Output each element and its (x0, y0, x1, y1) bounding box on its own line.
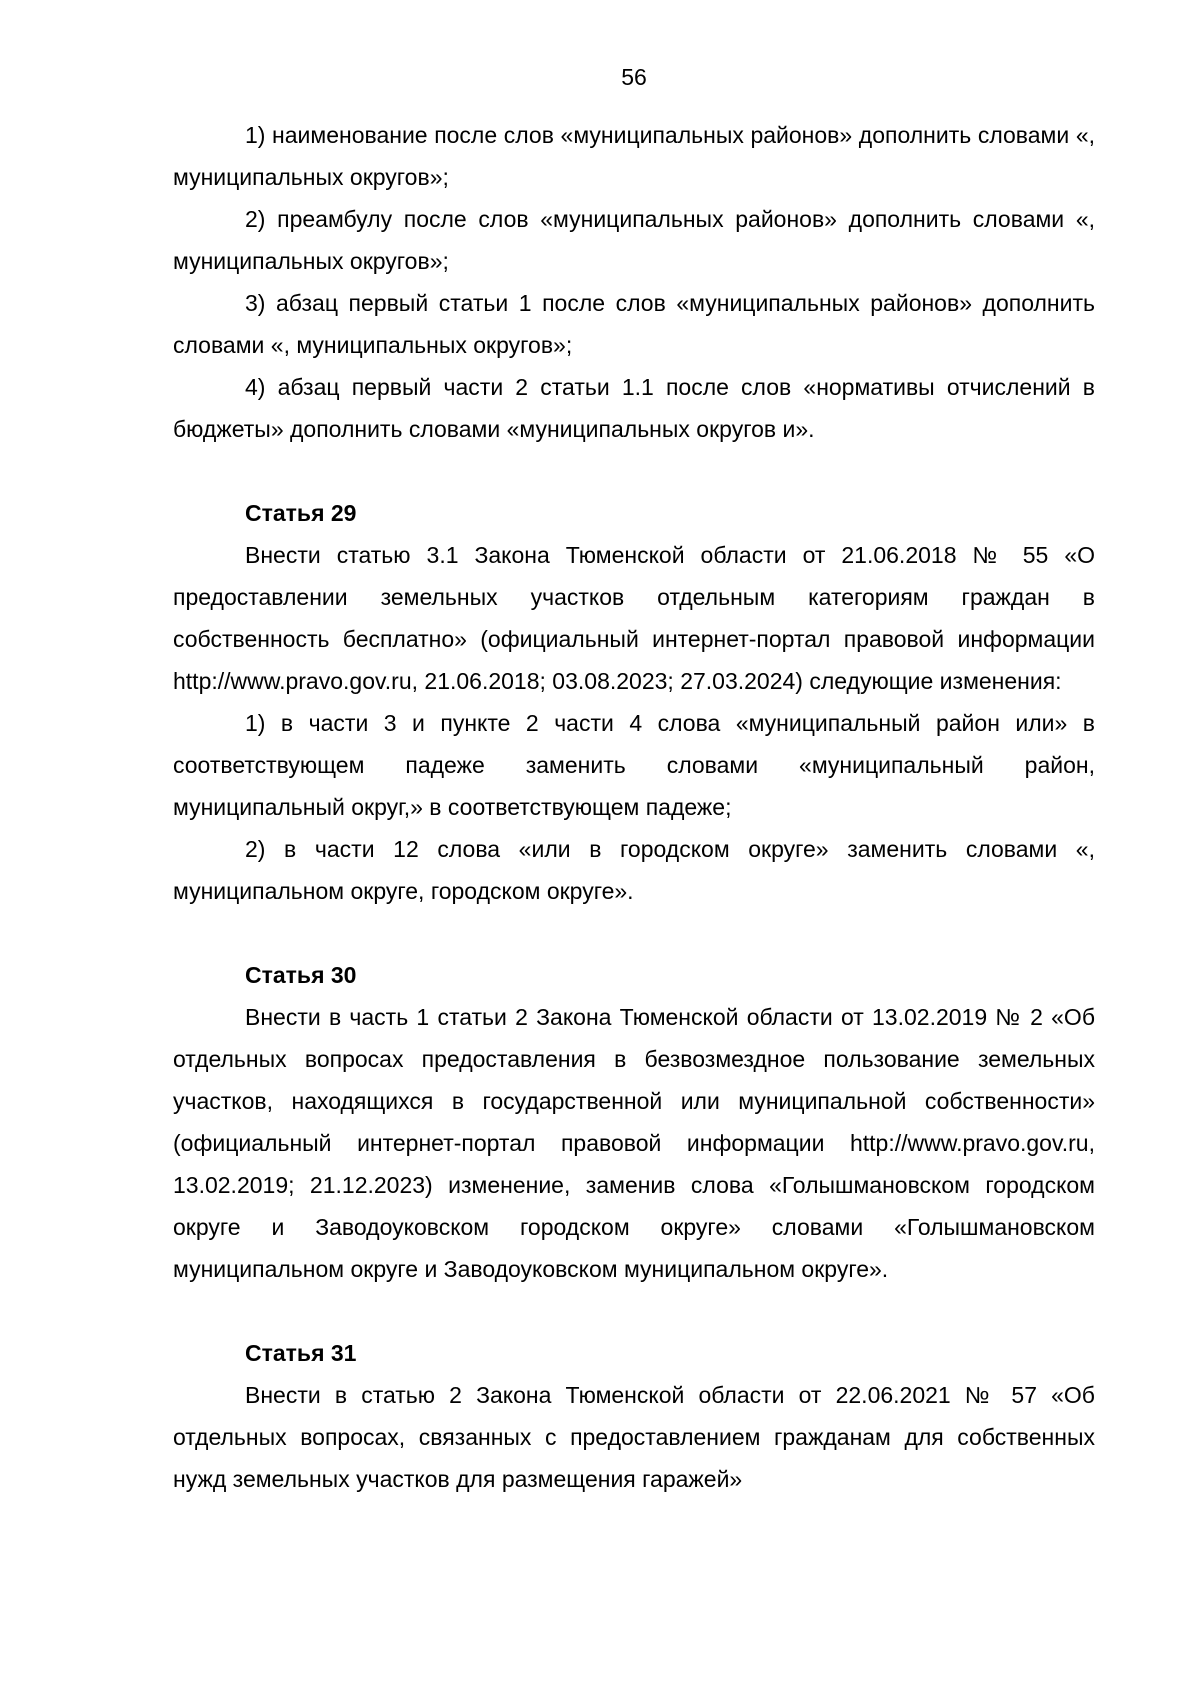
article-29-intro: Внести статью 3.1 Закона Тюменской области от 21.06.2018 № 55 «О предоставлении земельных участков отдельным категориям граждан в собственность бесплатно» (официальный интернет-портал правовой информации http://www.pravo.gov.ru, 21.06.2018; 03.08.2023; 27.03.2024) следующие изменения: (173, 542, 1095, 694)
article-heading-30: Статья 30 (245, 962, 357, 988)
paragraph-item-2: 2) преамбулу после слов «муниципальных районов» дополнить словами «, муниципальных округов»; (173, 206, 1095, 274)
article-31-text: Внести в статью 2 Закона Тюменской области от 22.06.2021 № 57 «Об отдельных вопросах, связанных с предоставлением гражданам для собственных нужд земельных участков для размещения гаражей» (173, 1382, 1095, 1492)
article-30-text: Внести в часть 1 статьи 2 Закона Тюменской области от 13.02.2019 № 2 «Об отдельных вопросах предоставления в безвозмездное пользование земельных участков, находящихся в государственной или муниципальной собственности» (официальный интернет-портал правовой информации http://www.pravo.gov.ru, 13.02.2019; 21.12.2023) изменение, заменив слова «Голышмановском городском округе и Заводоуковском городском округе» словами «Голышмановском муниципальном округе и Заводоуковском муниципальном округе». (173, 1004, 1095, 1282)
paragraph-item-4: 4) абзац первый части 2 статьи 1.1 после слов «нормативы отчислений в бюджеты» дополнить словами «муниципальных округов и». (173, 374, 1095, 442)
paragraph-item-1: 1) наименование после слов «муниципальных районов» дополнить словами «, муниципальных округов»; (173, 122, 1095, 190)
page-number: 56 (621, 64, 647, 90)
paragraph-item-3: 3) абзац первый статьи 1 после слов «муниципальных районов» дополнить словами «, муниципальных округов»; (173, 290, 1095, 358)
document-body (173, 114, 1095, 1500)
article-heading-29: Статья 29 (245, 500, 357, 526)
article-heading-31: Статья 31 (245, 1340, 357, 1366)
article-29-item-1: 1) в части 3 и пункте 2 части 4 слова «муниципальный район или» в соответствующем падеже заменить словами «муниципальный район, муниципальный округ,» в соответствующем падеже; (173, 710, 1095, 820)
article-29-item-2: 2) в части 12 слова «или в городском округе» заменить словами «, муниципальном округе, городском округе». (173, 836, 1095, 904)
